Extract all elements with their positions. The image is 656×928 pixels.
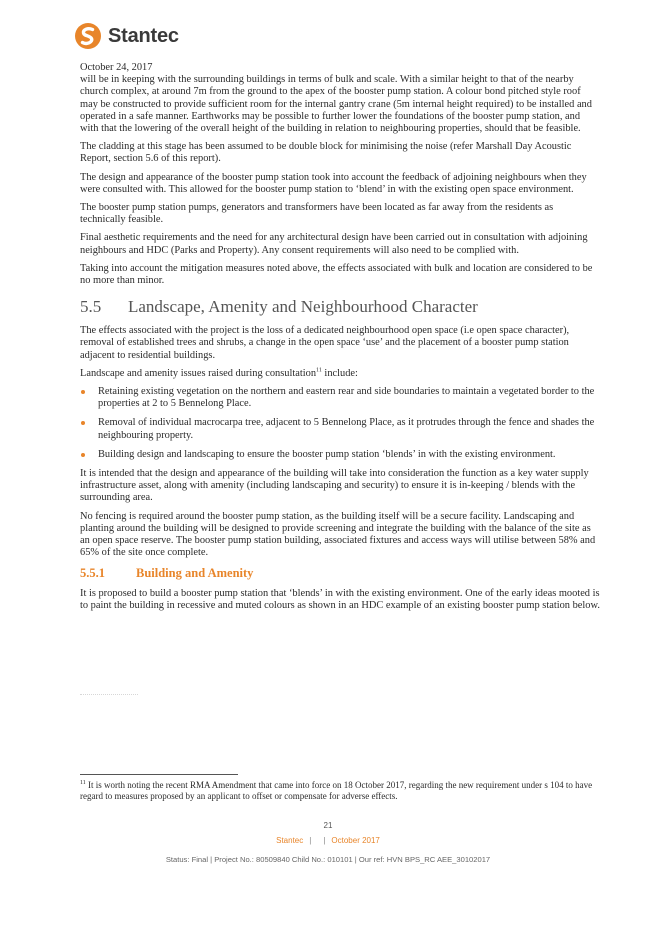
- subsection-title: Building and Amenity: [136, 565, 254, 580]
- paragraph: It is intended that the design and appearance of the building will take into consideration the function as a key water supply infrastructure asset, along with amenity (including landscaping and security) to ensure it is in-keeping / blends with the surrounding area.: [80, 468, 589, 504]
- bullet-icon: [81, 421, 85, 425]
- list-item: [80, 417, 600, 441]
- paragraph: The effects associated with the project is the loss of a dedicated neighbourhood open space (i.e open space character), removal of established trees and shrubs, a change in the open space ‘use’ and the placement of a booster pump station adjacent to residential buildings.: [80, 325, 570, 361]
- page-number: 21: [323, 821, 333, 830]
- bullet-list: [80, 386, 600, 461]
- list-item-text: Building design and landscaping to ensure the booster pump station ‘blends’ in with the existing environment.: [98, 448, 556, 460]
- paragraph: [80, 368, 600, 380]
- section-number: 5.5: [80, 297, 102, 317]
- stantec-logo: [74, 22, 179, 50]
- paragraph: No fencing is required around the booster pump station, as the building itself will be a secure facility. Landscaping and planting around the building will be designed to provide screening and integrate the building with the balance of the site as an open space reserve. The booster pump station building, associated fixtures and access ways will utilise between 58% and 65% of the site once complete.: [80, 510, 596, 559]
- footer-separator: |: [323, 836, 326, 845]
- bullet-icon: [81, 453, 85, 457]
- footnote: [80, 780, 600, 802]
- faint-divider: [80, 694, 138, 695]
- subsection-heading: [80, 566, 600, 581]
- paragraph-text-end: include:: [321, 367, 358, 379]
- paragraph: The cladding at this stage has been assumed to be double block for minimising the noise (refer Marshall Day Acoustic Report, section 5.6 of this report).: [80, 141, 572, 165]
- paragraph-text: Landscape and amenity issues raised during consultation: [80, 367, 317, 379]
- paragraph: The design and appearance of the booster pump station took into account the feedback of adjoining neighbours when they were consulted with. This allowed for the booster pump station to ‘blend’ in with the existing open space environment.: [80, 171, 587, 195]
- document-date: October 24, 2017: [80, 62, 153, 73]
- paragraph: It is proposed to build a booster pump station that ‘blends’ in with the existing environment. One of the early ideas mooted is to paint the building in recessive and muted colours as shown in an HDC example of an existing booster pump station below.: [80, 587, 600, 611]
- footer-status: Status: Final | Project No.: 80509840 Child No.: 010101 | Our ref: HVN BPS_RC AEE_30102017: [165, 855, 491, 864]
- list-item-text: Removal of individual macrocarpa tree, adjacent to 5 Bennelong Place, as it protrudes through the fence and shades the neighbouring property.: [98, 417, 595, 441]
- paragraph: The booster pump station pumps, generators and transformers have been located as far away from the residents as technically feasible.: [80, 202, 554, 226]
- paragraph: will be in keeping with the surrounding buildings in terms of bulk and scale. With a similar height to that of the nearby church complex, at around 7m from the ground to the apex of the booster pump station. A colour bond pitched style roof may be constructed to provide sufficient room for the internal gantry crane (5m internal height required) to be installed and operated in a safe manner. Earthworks may be possible to further lower the foundations of the booster pump station, and with that the lowering of the overall height of the building in relation to neighbouring properties, should that be feasible.: [80, 74, 592, 135]
- subsection-number: 5.5.1: [80, 565, 105, 580]
- list-item-text: Retaining existing vegetation on the northern and eastern rear and side boundaries to maintain a vegetated border to the properties at 2 to 5 Bennelong Place.: [98, 386, 595, 410]
- section-heading: [80, 297, 600, 317]
- bullet-icon: [81, 390, 85, 394]
- footnote-divider: [80, 774, 238, 775]
- footnote-ref[interactable]: 11: [316, 367, 322, 374]
- footer-date: October 2017: [331, 836, 380, 845]
- section-title: Landscape, Amenity and Neighbourhood Character: [128, 297, 478, 317]
- page-content: [80, 62, 600, 618]
- stantec-logo-icon: [74, 22, 102, 50]
- footnote-text: It is worth noting the recent RMA Amendment that came into force on 18 October 2017, regarding the new requirement under s 104 to have regard to measures proposed by an applicant to offset or compensate for adverse effects.: [80, 780, 593, 801]
- footnote-number: 11: [80, 780, 86, 786]
- footer-org: Stantec: [276, 836, 304, 845]
- footer-org-line: [0, 836, 656, 845]
- list-item: [80, 449, 600, 461]
- footer-separator: |: [309, 836, 312, 845]
- paragraph: Final aesthetic requirements and the need for any architectural design have been carried out in consultation with adjoining neighbours and HDC (Parks and Property). Any consent requirements will also need to be complied with.: [80, 232, 588, 256]
- list-item: [80, 386, 600, 410]
- logo-text: Stantec: [108, 24, 179, 47]
- paragraph: Taking into account the mitigation measures noted above, the effects associated with bulk and location are considered to be no more than minor.: [80, 262, 593, 287]
